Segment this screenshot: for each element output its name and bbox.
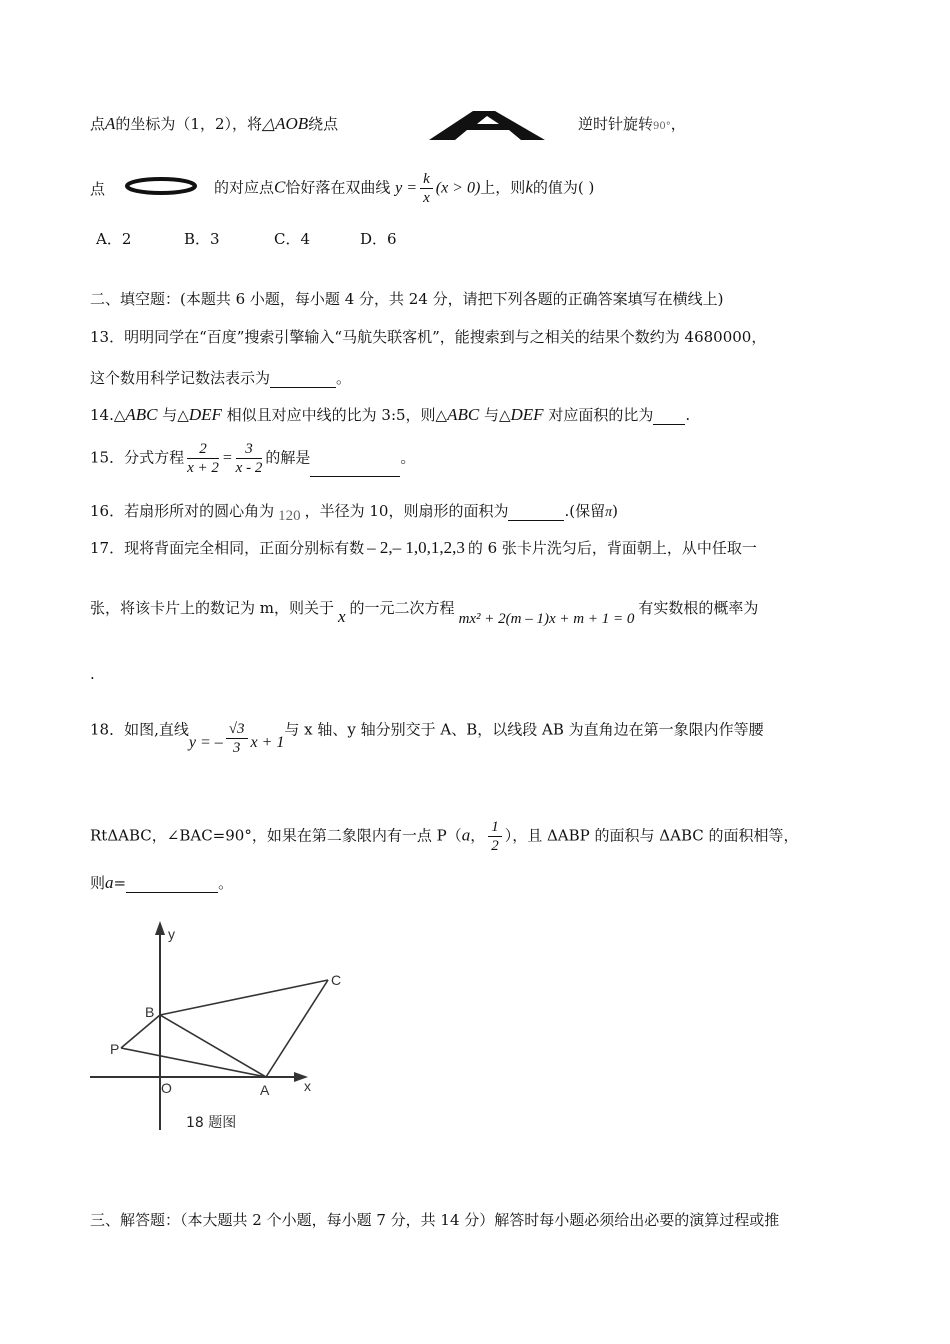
q14-text: 与△ — [479, 406, 511, 424]
q18-text: RtΔABC，∠BAC=90°，如果在第二象限内有一点 P（ — [90, 826, 462, 845]
q12-line2 — [214, 170, 594, 207]
fraction-denominator: x — [423, 190, 430, 206]
var-a: a — [461, 825, 471, 845]
option-b: B．3 — [184, 230, 220, 248]
q15-text: 的解是 — [265, 448, 311, 467]
fraction-numerator: 1 — [488, 818, 502, 837]
q13-line1: 13．明明同学在“百度”搜索引擎输入“马航失联客机”，能搜索到与之相关的结果个数约为 4680000， — [90, 328, 767, 346]
q17-text: 有实数根的概率为 — [638, 599, 759, 617]
point-c-label: C — [274, 177, 286, 197]
answer-blank[interactable] — [310, 460, 400, 477]
q16-text: .(保留 — [564, 502, 606, 520]
q12-text: 点 — [90, 180, 106, 198]
fraction-numerator: 3 — [236, 440, 263, 459]
q15-line — [90, 440, 415, 477]
q14-text: 与△ — [157, 406, 189, 424]
q12-text: 的对应点 — [214, 178, 275, 197]
domain-condition: (x > 0) — [435, 179, 481, 197]
equals-sign: = — [221, 449, 233, 467]
q17-text: 17．现将背面完全相同，正面分别标有数 — [90, 539, 365, 557]
broken-equation-image-a — [425, 107, 550, 143]
q16-text: 16．若扇形所对的圆心角为 — [90, 502, 275, 520]
q14-text: 14.△ — [90, 406, 126, 424]
q17-line3: . — [90, 665, 95, 683]
q16-text: ，半径为 10，则扇形的面积为 — [304, 502, 509, 520]
point-a-label: A — [260, 1082, 270, 1098]
fraction-denominator: x + 2 — [187, 460, 219, 476]
q18-text: ， — [470, 826, 486, 845]
section2-heading: 二、填空题：(本题共 6 小题，每小题 4 分，共 24 分，请把下列各题的正确答案填写在横线上) — [90, 290, 724, 308]
q12-text: 绕点 — [308, 115, 339, 133]
q17-line2 — [90, 597, 759, 627]
var-k: k — [525, 177, 533, 197]
fraction-denominator: x - 2 — [235, 460, 263, 476]
q14-text: 相似且对应中线的比为 3:5，则△ — [221, 406, 448, 424]
triangle-aob: △AOB — [262, 114, 309, 133]
triangle-def: DEF — [510, 405, 544, 424]
q16-line — [90, 500, 618, 524]
q14-text: . — [685, 406, 691, 424]
q12-line1-tail — [578, 113, 686, 134]
y-axis-label: y — [168, 926, 175, 942]
fraction-denominator: 2 — [491, 838, 499, 854]
point-b-label: B — [145, 1004, 155, 1020]
point-p-y-fraction — [488, 818, 502, 855]
q12-options — [96, 228, 397, 249]
q18-text: 。 — [218, 874, 234, 892]
q18-line2 — [90, 818, 799, 855]
q12-line2-start — [90, 178, 105, 199]
answer-blank[interactable] — [270, 371, 336, 388]
option-a: A．2 — [96, 230, 132, 248]
q12-text: 的坐标为（1，2），将 — [115, 115, 262, 133]
q18-line1 — [90, 712, 764, 756]
fraction-numerator: 2 — [187, 440, 219, 459]
q16-text: ) — [612, 502, 618, 520]
q12-text: 点 — [90, 115, 106, 133]
x-axis-label: x — [304, 1078, 311, 1094]
q18-text: 则 — [90, 874, 106, 892]
q12-text: 上，则 — [480, 178, 526, 197]
q13-line2 — [90, 367, 351, 388]
hyperbola-fraction — [420, 170, 433, 207]
q12-text: 恰好落在双曲线 — [285, 178, 391, 197]
q18-text: ），且 ΔABP 的面积与 ΔABC 的面积相等， — [504, 826, 799, 845]
q18-text: 18．如图,直线 — [90, 720, 189, 739]
q17-text: 张，将该卡片上的数记为 m，则关于 — [90, 599, 334, 617]
q17-line1 — [90, 537, 757, 558]
figure-caption: 18 题图 — [186, 1115, 237, 1131]
q12-line1 — [90, 113, 338, 134]
fraction-right — [236, 440, 263, 477]
fraction-left — [187, 440, 219, 477]
slope-fraction — [226, 720, 248, 757]
q12-text: 的值为( ) — [532, 178, 595, 197]
q14-text: 对应面积的比为 — [543, 406, 654, 424]
option-d: D．6 — [360, 230, 397, 248]
origin-label: O — [161, 1080, 172, 1096]
rotation-degree: 90° — [653, 121, 671, 132]
answer-blank[interactable] — [508, 504, 564, 521]
answer-blank[interactable] — [653, 408, 685, 425]
var-x: x — [338, 607, 346, 626]
fraction-numerator: k — [420, 170, 433, 189]
triangle-def: DEF — [188, 405, 222, 424]
section3-heading: 三、解答题：（本大题共 2 个小题，每小题 7 分，共 14 分）解答时每小题必须给出必要的演算过程或推 — [90, 1211, 780, 1229]
option-c: C．4 — [274, 230, 311, 248]
q17-text: 的一元二次方程 — [349, 599, 455, 617]
q13-text: 这个数用科学记数法表示为 — [90, 369, 271, 387]
broken-equation-image-b — [124, 176, 198, 196]
q17-text: 的 6 张卡片洗匀后，背面朝上，从中任取一 — [467, 539, 757, 557]
q18-line3 — [90, 872, 233, 893]
point-c-label: C — [331, 972, 342, 988]
card-numbers: – 2,– 1,0,1,2,3 — [367, 538, 465, 557]
q12-text: 逆时针旋转 — [578, 115, 654, 133]
q18-text: 与 x 轴、y 轴分别交于 A、B，以线段 AB 为直角边在第一象限内作等腰 — [284, 720, 764, 739]
pi-symbol: π — [605, 505, 613, 520]
q14-line — [90, 404, 690, 425]
q13-text: 。 — [336, 369, 352, 387]
fraction-numerator: √3 — [226, 720, 248, 739]
quadratic-equation: mx² + 2(m – 1)x + m + 1 = 0 — [458, 611, 635, 627]
q15-text: 15．分式方程 — [90, 448, 185, 467]
answer-blank[interactable] — [126, 876, 218, 893]
hyperbola-lhs: y = — [395, 179, 418, 197]
q18-text: = — [113, 874, 127, 892]
fraction-denominator: 3 — [232, 740, 241, 756]
central-angle: 120 — [278, 508, 301, 524]
line-equation-tail: x + 1 — [250, 733, 285, 751]
q12-text: ， — [670, 115, 686, 133]
point-p-label: P — [110, 1041, 120, 1057]
q15-text: 。 — [400, 448, 416, 467]
point-a-label: A — [105, 114, 116, 133]
triangle-abc: ABC — [447, 405, 480, 424]
line-equation-lhs: y = – — [188, 733, 223, 751]
triangle-abc: ABC — [125, 405, 158, 424]
q18-figure — [88, 915, 358, 1140]
var-a: a — [105, 873, 114, 892]
